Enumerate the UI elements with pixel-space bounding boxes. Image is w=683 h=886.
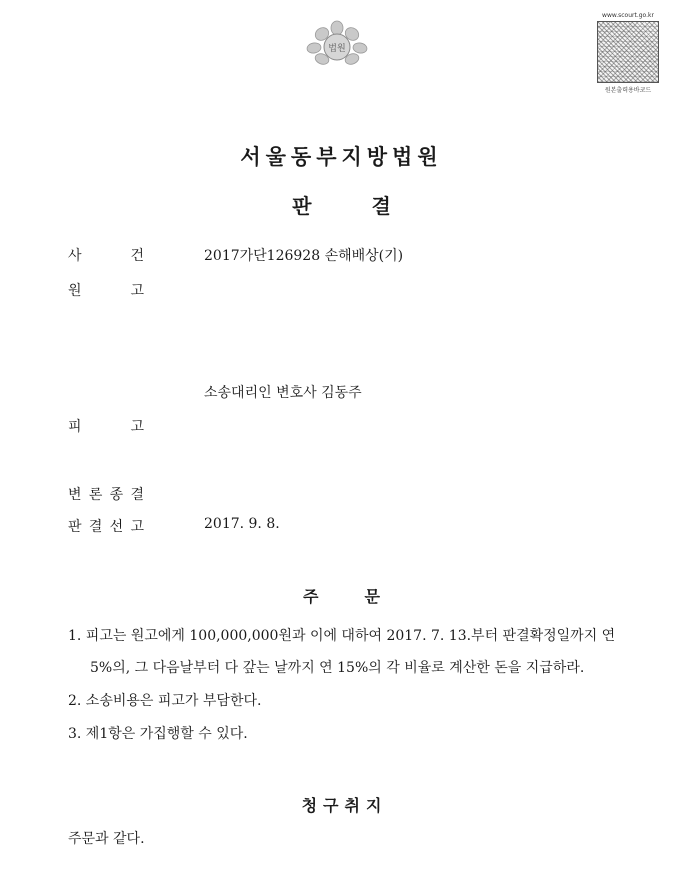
label-plaintiff: 원 고	[68, 283, 144, 299]
label-argument-closed: 변 론 종 결	[68, 487, 144, 503]
emblem-text: 법원	[328, 44, 346, 54]
document-title: 판결	[292, 194, 451, 218]
label-defendant: 피 고	[68, 419, 144, 435]
value-attorney: 소송대리인 변호사 김동주	[204, 385, 362, 401]
value-case: 2017가단126928 손해배상(기)	[204, 248, 404, 264]
value-judgment-date: 2017. 9. 8.	[204, 516, 280, 532]
order-title: 주문	[303, 587, 426, 606]
label-judgment-date: 판 결 선 고	[68, 519, 144, 535]
barcode-block	[597, 12, 659, 94]
qr-code-icon	[597, 21, 659, 83]
order-item-1-cont: 5%의, 그 다음날부터 다 갚는 날까지 연 15%의 각 비율로 계산한 돈을 지급하라.	[90, 660, 585, 676]
label-case: 사 건	[68, 248, 144, 264]
claim-text: 주문과 같다.	[68, 831, 145, 847]
order-item-2: 2. 소송비용은 피고가 부담한다.	[68, 693, 262, 709]
court-emblem-icon	[306, 20, 368, 68]
barcode-caption: 원본출력용바코드	[604, 87, 652, 94]
order-item-1: 1. 피고는 원고에게 100,000,000원과 이에 대하여 2017. 7. 13.부터 판결확정일까지 연	[68, 628, 616, 644]
barcode-url: www.scourt.go.kr	[602, 12, 654, 19]
court-name: 서울동부지방법원	[240, 145, 443, 169]
claim-title: 청구취지	[301, 796, 388, 815]
order-item-3: 3. 제1항은 가집행할 수 있다.	[68, 726, 248, 742]
